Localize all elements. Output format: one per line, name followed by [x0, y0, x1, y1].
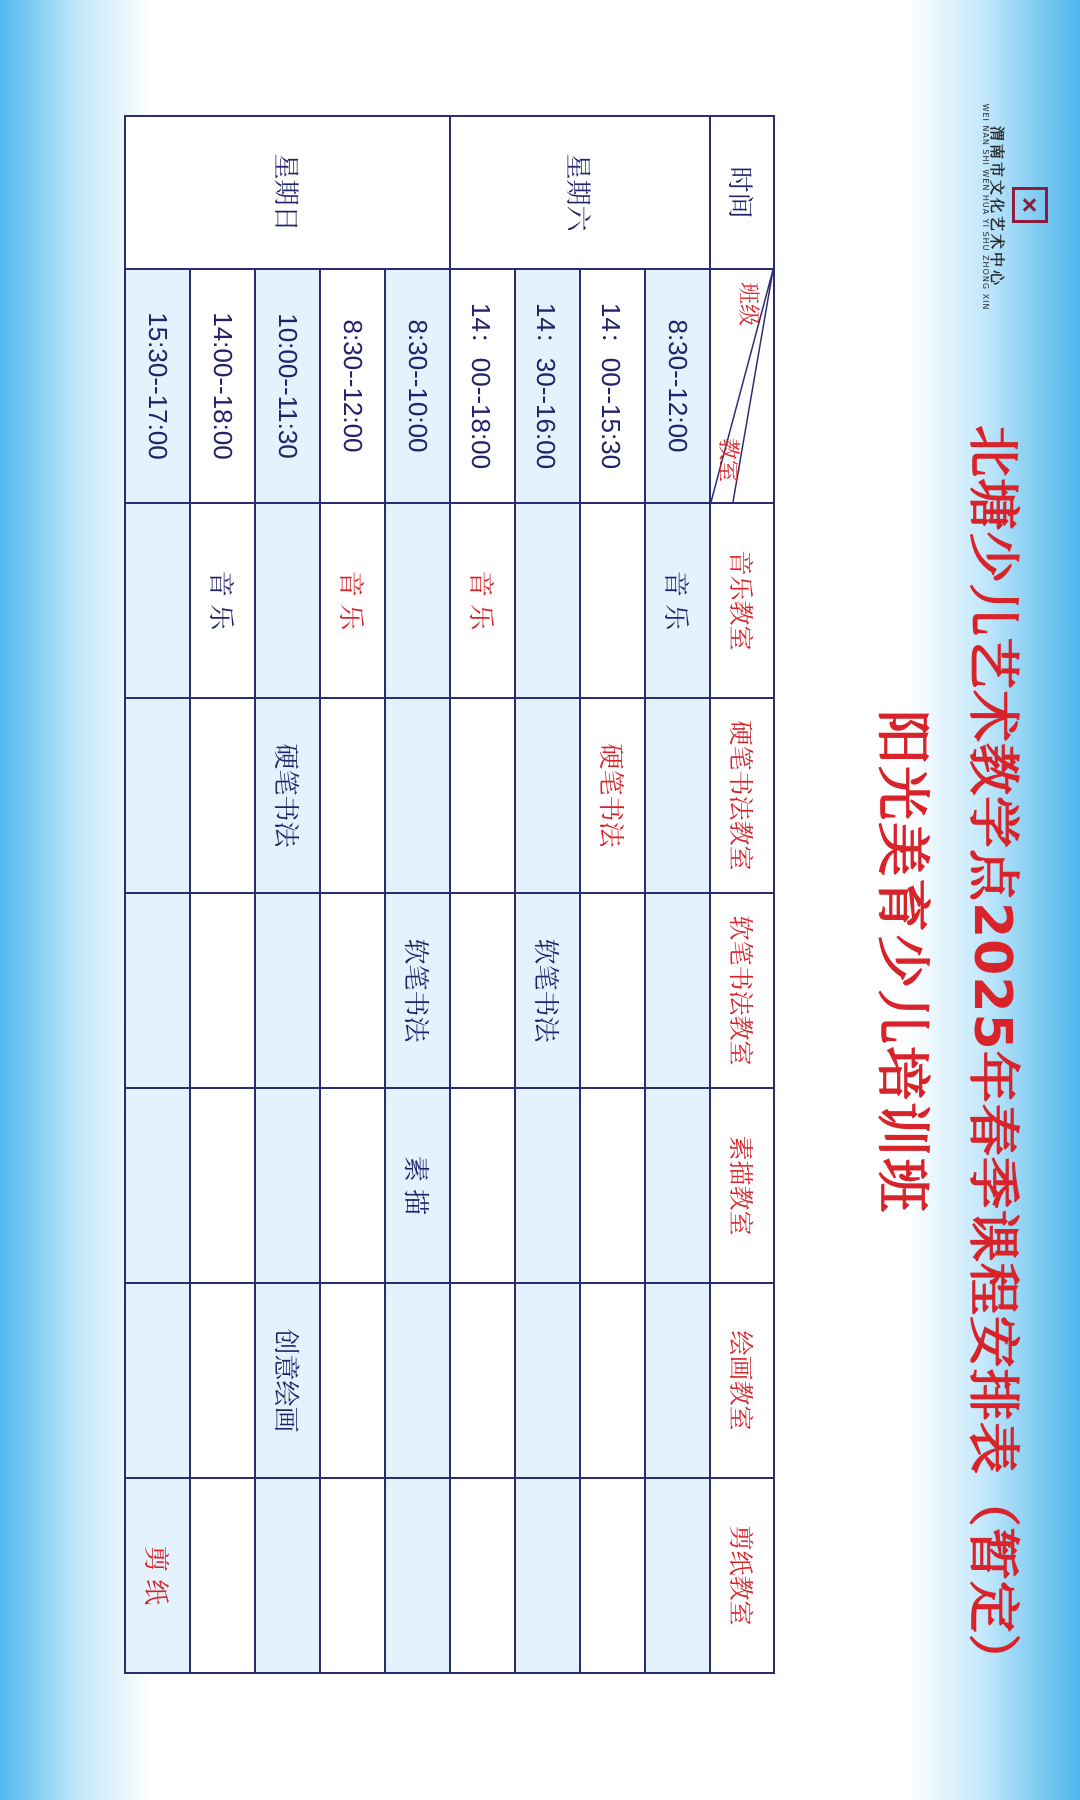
class-cell: [320, 698, 385, 893]
class-cell: [385, 1283, 450, 1478]
class-cell: [645, 698, 710, 893]
class-cell: [645, 893, 710, 1088]
class-cell: [580, 503, 645, 698]
room-header-paper-cutting: 剪纸教室: [710, 1478, 774, 1673]
class-cell: [320, 893, 385, 1088]
class-cell: [125, 1283, 190, 1478]
class-cell: [645, 1283, 710, 1478]
class-cell: [450, 893, 515, 1088]
logo-name-en: WEI NAN SHI WEN HUA YI SHU ZHONG XIN: [981, 103, 990, 311]
class-cell: [515, 1478, 580, 1673]
time-slot: 8:30--10:00: [385, 269, 450, 503]
time-slot: 15:30--17:00: [125, 269, 190, 503]
page-subtitle: 阳光美育少儿培训班: [871, 710, 934, 1214]
class-cell: [580, 1088, 645, 1283]
class-cell: [580, 1283, 645, 1478]
day-label-sunday: 星期日: [125, 116, 450, 269]
class-cell: 音 乐: [320, 503, 385, 698]
table-row: [385, 116, 450, 1673]
page-title: 北塘少儿艺术教学点2025年春季课程安排表（暂定）: [962, 425, 1022, 1687]
logo-mark-icon: [1012, 187, 1048, 223]
class-cell: 软笔书法: [515, 893, 580, 1088]
time-slot: 8:30--12:00: [320, 269, 385, 503]
class-cell: 剪 纸: [125, 1478, 190, 1673]
room-header-music: 音乐教室: [710, 503, 774, 698]
class-cell: [255, 503, 320, 698]
class-cell: [645, 1478, 710, 1673]
corner-time-label: 时间: [710, 116, 774, 269]
table-row: [645, 116, 710, 1673]
class-cell: [190, 1478, 255, 1673]
time-slot: 14：00--18:00: [450, 269, 515, 503]
class-cell: [125, 1088, 190, 1283]
class-cell: 硬笔书法: [255, 698, 320, 893]
class-cell: 创意绘画: [255, 1283, 320, 1478]
schedule-table: [124, 115, 775, 1674]
class-cell: [450, 1088, 515, 1283]
class-cell: [515, 503, 580, 698]
room-header-brush-calligraphy: 软笔书法教室: [710, 893, 774, 1088]
class-cell: [190, 1088, 255, 1283]
class-cell: 素 描: [385, 1088, 450, 1283]
table-row: [125, 116, 190, 1673]
class-cell: [580, 893, 645, 1088]
class-cell: 音 乐: [190, 503, 255, 698]
corner-room-label: 教室: [715, 438, 740, 483]
time-slot: 14：30--16:00: [515, 269, 580, 503]
logo-name-cn: 渭南市文化艺术中心: [988, 125, 1006, 288]
class-cell: [645, 1088, 710, 1283]
logo: [978, 82, 1048, 332]
table-row: [320, 116, 385, 1673]
class-cell: [515, 698, 580, 893]
time-slot: 14：00--15:30: [580, 269, 645, 503]
class-cell: [190, 1283, 255, 1478]
class-cell: [320, 1478, 385, 1673]
class-cell: [515, 1088, 580, 1283]
class-cell: [255, 1478, 320, 1673]
class-cell: [450, 698, 515, 893]
table-row: [190, 116, 255, 1673]
class-cell: [190, 698, 255, 893]
day-label-saturday: 星期六: [450, 116, 710, 269]
class-cell: 音 乐: [450, 503, 515, 698]
class-cell: [320, 1283, 385, 1478]
corner-diagonal-cell: [710, 269, 774, 503]
time-slot: 8:30--12:00: [645, 269, 710, 503]
corner-class-label: 班级: [735, 282, 760, 327]
class-cell: [385, 1478, 450, 1673]
class-cell: 硬笔书法: [580, 698, 645, 893]
class-cell: [125, 698, 190, 893]
table-row: [515, 116, 580, 1673]
table-row: [450, 116, 515, 1673]
class-cell: [320, 1088, 385, 1283]
class-cell: [255, 1088, 320, 1283]
table-row: [255, 116, 320, 1673]
class-cell: [190, 893, 255, 1088]
class-cell: 音 乐: [645, 503, 710, 698]
class-cell: 软笔书法: [385, 893, 450, 1088]
time-slot: 14:00--18:00: [190, 269, 255, 503]
class-cell: [255, 893, 320, 1088]
class-cell: [580, 1478, 645, 1673]
class-cell: [385, 698, 450, 893]
room-header-pen-calligraphy: 硬笔书法教室: [710, 698, 774, 893]
room-header-sketch: 素描教室: [710, 1088, 774, 1283]
class-cell: [450, 1283, 515, 1478]
class-cell: [515, 1283, 580, 1478]
header-row: [710, 116, 774, 1673]
class-cell: [450, 1478, 515, 1673]
class-cell: [125, 503, 190, 698]
time-slot: 10:00--11:30: [255, 269, 320, 503]
room-header-painting: 绘画教室: [710, 1283, 774, 1478]
class-cell: [125, 893, 190, 1088]
table-row: [580, 116, 645, 1673]
class-cell: [385, 503, 450, 698]
